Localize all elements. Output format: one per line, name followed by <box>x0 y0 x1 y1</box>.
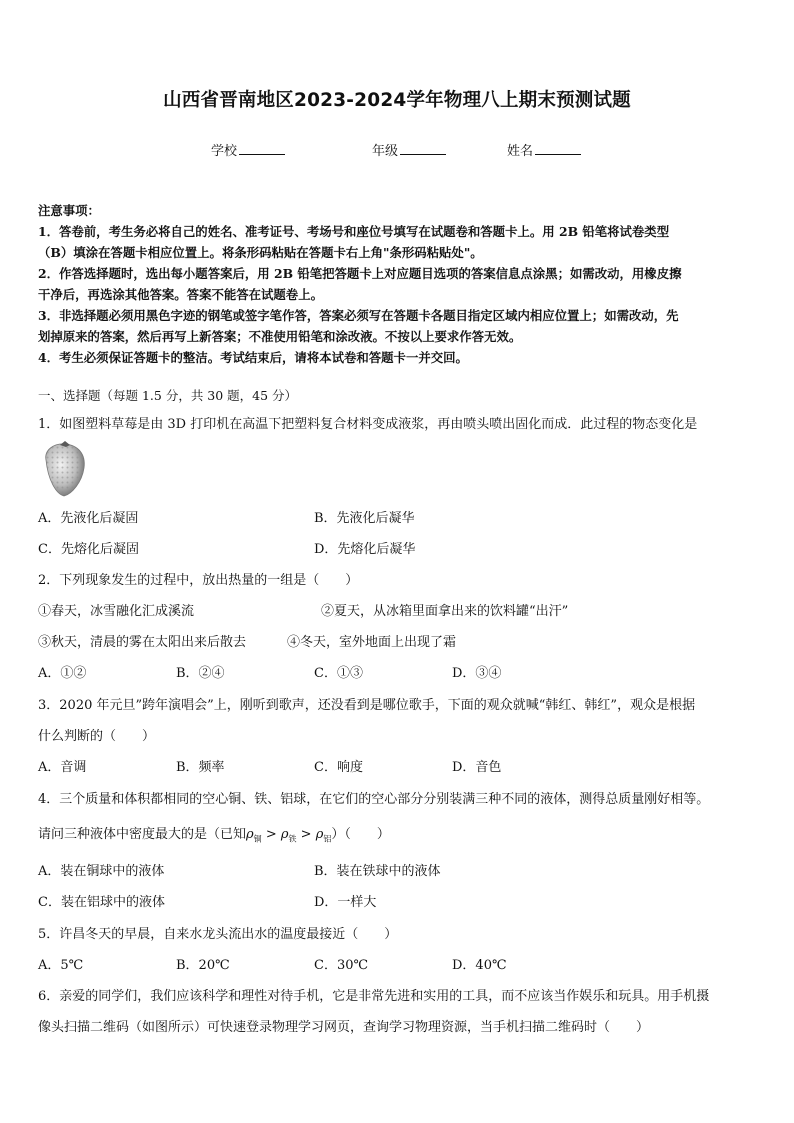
q3-option-a[interactable]: A．音调 <box>38 760 87 775</box>
q2-option-c[interactable]: C．①③ <box>314 666 363 681</box>
q5-option-d[interactable]: D．40℃ <box>452 958 507 973</box>
section-heading: 一、选择题（每题 1.5 分，共 30 题，45 分） <box>38 388 298 403</box>
strawberry-image <box>40 440 90 498</box>
rho-iron-sub: 铁 <box>288 834 297 844</box>
question-5-stem: 5．许昌冬天的早晨，自来水龙头流出水的温度最接近（ ） <box>38 927 398 942</box>
rho-symbol: ρ <box>280 827 289 842</box>
question-3-stem: 3．2020 年元旦”跨年演唱会”上，刚听到歌声，还没看到是哪位歌手，下面的观众就喊“韩红、韩红”，观众是根据 <box>38 698 696 713</box>
name-field <box>507 140 581 159</box>
q2-statement-4: ④冬天，室外地面上出现了霜 <box>287 635 457 650</box>
rho-symbol: ρ <box>246 827 254 842</box>
note-line: 干净后，再选涂其他答案。答案不能答在试题卷上。 <box>38 287 323 302</box>
note-line: （B）填涂在答题卡相应位置上。将条形码粘贴在答题卡右上角"条形码粘贴处"。 <box>38 245 483 260</box>
grade-field <box>372 140 446 159</box>
q2-option-d[interactable]: D．③④ <box>452 666 502 681</box>
gt-symbol: > <box>300 827 312 842</box>
q2-statement-2: ②夏天，从冰箱里面拿出来的饮料罐“出汗” <box>321 604 569 619</box>
q5-option-b[interactable]: B．20℃ <box>176 958 230 973</box>
q4-stem-suffix: ）（ ） <box>331 827 390 842</box>
q2-option-a[interactable]: A．①② <box>38 666 87 681</box>
name-blank[interactable] <box>535 142 581 155</box>
grade-label: 年级 <box>372 144 399 159</box>
rho-symbol: ρ <box>315 827 324 842</box>
question-3-stem-cont: 什么判断的（ ） <box>38 729 156 744</box>
q3-option-c[interactable]: C．响度 <box>314 760 363 775</box>
name-label: 姓名 <box>507 144 534 159</box>
q1-option-a[interactable]: A．先液化后凝固 <box>38 511 139 526</box>
q4-option-c[interactable]: C．装在铝球中的液体 <box>38 895 165 910</box>
q1-option-c[interactable]: C．先熔化后凝固 <box>38 542 139 557</box>
gt-symbol: > <box>265 827 277 842</box>
school-blank[interactable] <box>239 142 285 155</box>
q4-option-b[interactable]: B．装在铁球中的液体 <box>314 864 441 879</box>
q2-statement-1: ①春天，冰雪融化汇成溪流 <box>38 604 195 619</box>
page-title: 山西省晋南地区2023-2024学年物理八上期末预测试题 <box>163 90 631 111</box>
q4-option-a[interactable]: A．装在铜球中的液体 <box>38 864 165 879</box>
note-line: 1．答卷前，考生务必将自己的姓名、准考证号、考场号和座位号填写在试题卷和答题卡上。用 2B 铅笔将试卷类型 <box>38 224 670 239</box>
q4-stem-prefix: 请问三种液体中密度最大的是（已知 <box>38 827 247 842</box>
q1-option-b[interactable]: B．先液化后凝华 <box>314 511 415 526</box>
rho-aluminum-sub: 铝 <box>323 834 332 844</box>
grade-blank[interactable] <box>400 142 446 155</box>
q2-statement-3: ③秋天，清晨的雾在太阳出来后散去 <box>38 635 247 650</box>
question-4-stem-cont <box>38 826 390 849</box>
q4-option-d[interactable]: D．一样大 <box>314 895 377 910</box>
q1-option-d[interactable]: D．先熔化后凝华 <box>314 542 416 557</box>
notes-heading: 注意事项： <box>38 203 100 218</box>
rho-copper-sub: 铜 <box>253 834 262 844</box>
question-4-stem: 4．三个质量和体积都相同的空心铜、铁、铝球，在它们的空心部分分别装满三种不同的液体，测得总质量刚好相等。 <box>38 792 710 807</box>
note-line: 划掉原来的答案，然后再写上新答案；不准使用铅笔和涂改液。不按以上要求作答无效。 <box>38 329 522 344</box>
question-1-stem: 1．如图塑料草莓是由 3D 打印机在高温下把塑料复合材料变成液浆，再由喷头喷出固化而成．此过程的物态变化是 <box>38 417 698 432</box>
q5-option-c[interactable]: C．30℃ <box>314 958 369 973</box>
school-label: 学校 <box>211 144 238 159</box>
note-line: 3．非选择题必须用黑色字迹的钢笔或签字笔作答，答案必须写在答题卡各题目指定区域内相应位置上；如需改动，先 <box>38 308 679 323</box>
q2-option-b[interactable]: B．②④ <box>176 666 225 681</box>
q5-option-a[interactable]: A．5℃ <box>38 958 84 973</box>
note-line: 4．考生必须保证答题卡的整洁。考试结束后，请将本试卷和答题卡一并交回。 <box>38 350 468 365</box>
note-line: 2．作答选择题时，选出每小题答案后，用 2B 铅笔把答题卡上对应题目选项的答案信息点涂黑；如需改动，用橡皮擦 <box>38 266 682 281</box>
school-field <box>211 140 285 159</box>
q3-option-b[interactable]: B．频率 <box>176 760 225 775</box>
q3-option-d[interactable]: D．音色 <box>452 760 502 775</box>
question-2-stem: 2．下列现象发生的过程中，放出热量的一组是（ ） <box>38 573 359 588</box>
question-6-stem-cont: 像头扫描二维码（如图所示）可快速登录物理学习网页，查询学习物理资源，当手机扫描二维码时（ ） <box>38 1020 650 1035</box>
question-6-stem: 6．亲爱的同学们，我们应该科学和理性对待手机，它是非常先进和实用的工具，而不应该当作娱乐和玩具。用手机摄 <box>38 989 710 1004</box>
